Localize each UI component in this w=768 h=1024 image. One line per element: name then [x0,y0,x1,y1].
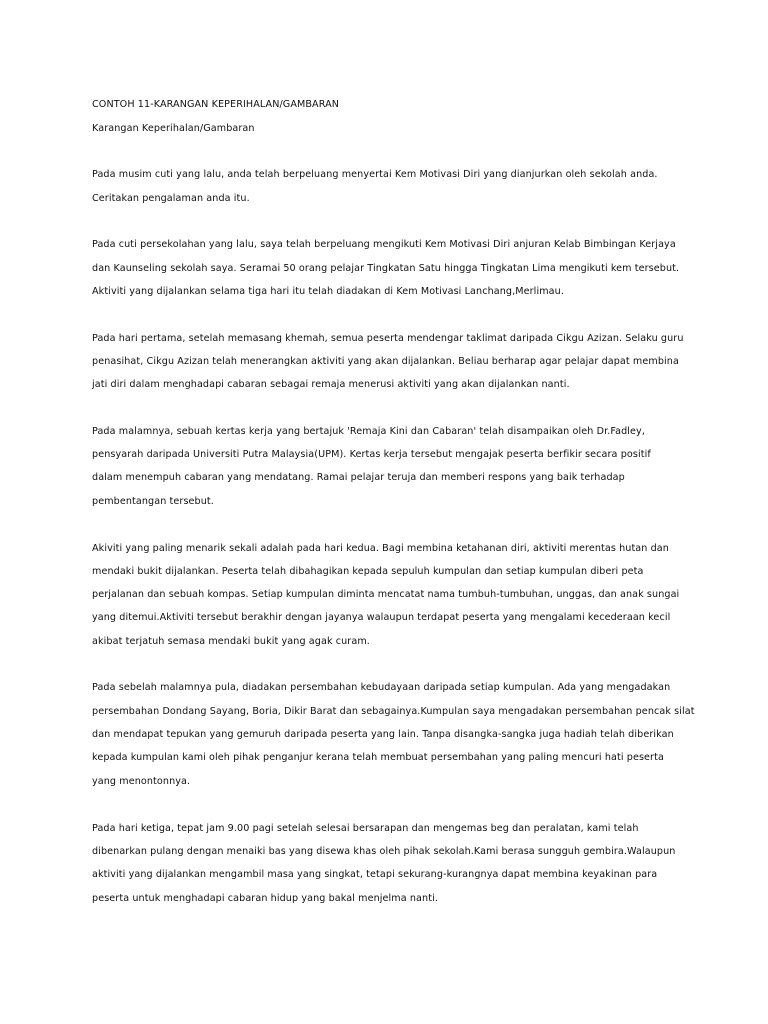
paragraph-6-line: dibenarkan pulang dengan menaiki bas yang disewa khas oleh pihak sekolah.Kami berasa sungguh gembira.Walaupun [92,846,676,857]
paragraph-3-line: Pada malamnya, sebuah kertas kerja yang bertajuk 'Remaja Kini dan Cabaran' telah disampaikan oleh Dr.Fadley, [92,426,645,437]
paragraph-4-line: mendaki bukit dijalankan. Peserta telah dibahagikan kepada sepuluh kumpulan dan setiap kumpulan diberi peta [92,566,644,577]
paragraph-4-line: Akiviti yang paling menarik sekali adalah pada hari kedua. Bagi membina ketahanan diri, aktiviti merentas hutan dan [92,543,669,554]
paragraph-3-line: pembentangan tersebut. [92,496,214,507]
paragraph-5-line: dan mendapat tepukan yang gemuruh daripada peserta yang lain. Tanpa disangka-sangka juga hadiah telah diberikan [92,729,674,740]
paragraph-4-line: perjalanan dan sebuah kompas. Setiap kumpulan diminta mencatat nama tumbuh-tumbuhan, unggas, dan anak sungai [92,589,680,600]
paragraph-5-line: Pada sebelah malamnya pula, diadakan persembahan kebudayaan daripada setiap kumpulan. Ada yang mengadakan [92,682,671,693]
paragraph-1-line: dan Kaunseling sekolah saya. Seramai 50 orang pelajar Tingkatan Satu hingga Tingkatan Lima mengikuti kem tersebut. [92,263,680,274]
question-line: Ceritakan pengalaman anda itu. [92,193,250,204]
paragraph-5-line: persembahan Dondang Sayang, Boria, Dikir Barat dan sebagainya.Kumpulan saya mengadakan persembahan pencak silat [92,706,695,717]
paragraph-1-line: Pada cuti persekolahan yang lalu, saya telah berpeluang mengikuti Kem Motivasi Diri anjuran Kelab Bimbingan Kerjaya [92,239,676,250]
paragraph-4-line: yang ditemui.Aktiviti tersebut berakhir dengan jayanya walaupun terdapat peserta yang mengalami kecederaan kecil [92,612,671,623]
paragraph-2-line: Pada hari pertama, setelah memasang khemah, semua peserta mendengar taklimat daripada Cikgu Azizan. Selaku guru [92,333,684,344]
paragraph-6-line: Pada hari ketiga, tepat jam 9.00 pagi setelah selesai bersarapan dan mengemas beg dan peralatan, kami telah [92,823,639,834]
paragraph-3-line: pensyarah daripada Universiti Putra Malaysia(UPM). Kertas kerja tersebut mengajak peserta berfikir secara positif [92,449,651,460]
paragraph-5-line: kepada kumpulan kami oleh pihak penganjur kerana telah membuat persembahan yang paling mencuri hati peserta [92,752,664,763]
paragraph-5-line: yang menontonnya. [92,776,191,787]
document-heading: CONTOH 11-KARANGAN KEPERIHALAN/GAMBARAN [92,99,340,110]
document-subheading: Karangan Keperihalan/Gambaran [92,123,255,134]
paragraph-6-line: peserta untuk menghadapi cabaran hidup yang bakal menjelma nanti. [92,893,438,904]
paragraph-1-line: Aktiviti yang dijalankan selama tiga hari itu telah diadakan di Kem Motivasi Lanchang,Merlimau. [92,286,564,297]
paragraph-3-line: dalam menempuh cabaran yang mendatang. Ramai pelajar teruja dan memberi respons yang baik terhadap [92,472,625,483]
paragraph-6-line: aktiviti yang dijalankan mengambil masa yang singkat, tetapi sekurang-kurangnya dapat membina keyakinan para [92,869,658,880]
paragraph-2-line: penasihat, Cikgu Azizan telah menerangkan aktiviti yang akan dijalankan. Beliau berharap agar pelajar dapat membina [92,356,679,367]
paragraph-4-line: akibat terjatuh semasa mendaki bukit yang agak curam. [92,636,370,647]
paragraph-2-line: jati diri dalam menghadapi cabaran sebagai remaja menerusi aktiviti yang akan dijalankan nanti. [92,379,570,390]
question-line: Pada musim cuti yang lalu, anda telah berpeluang menyertai Kem Motivasi Diri yang dianjurkan oleh sekolah anda. [92,169,658,180]
